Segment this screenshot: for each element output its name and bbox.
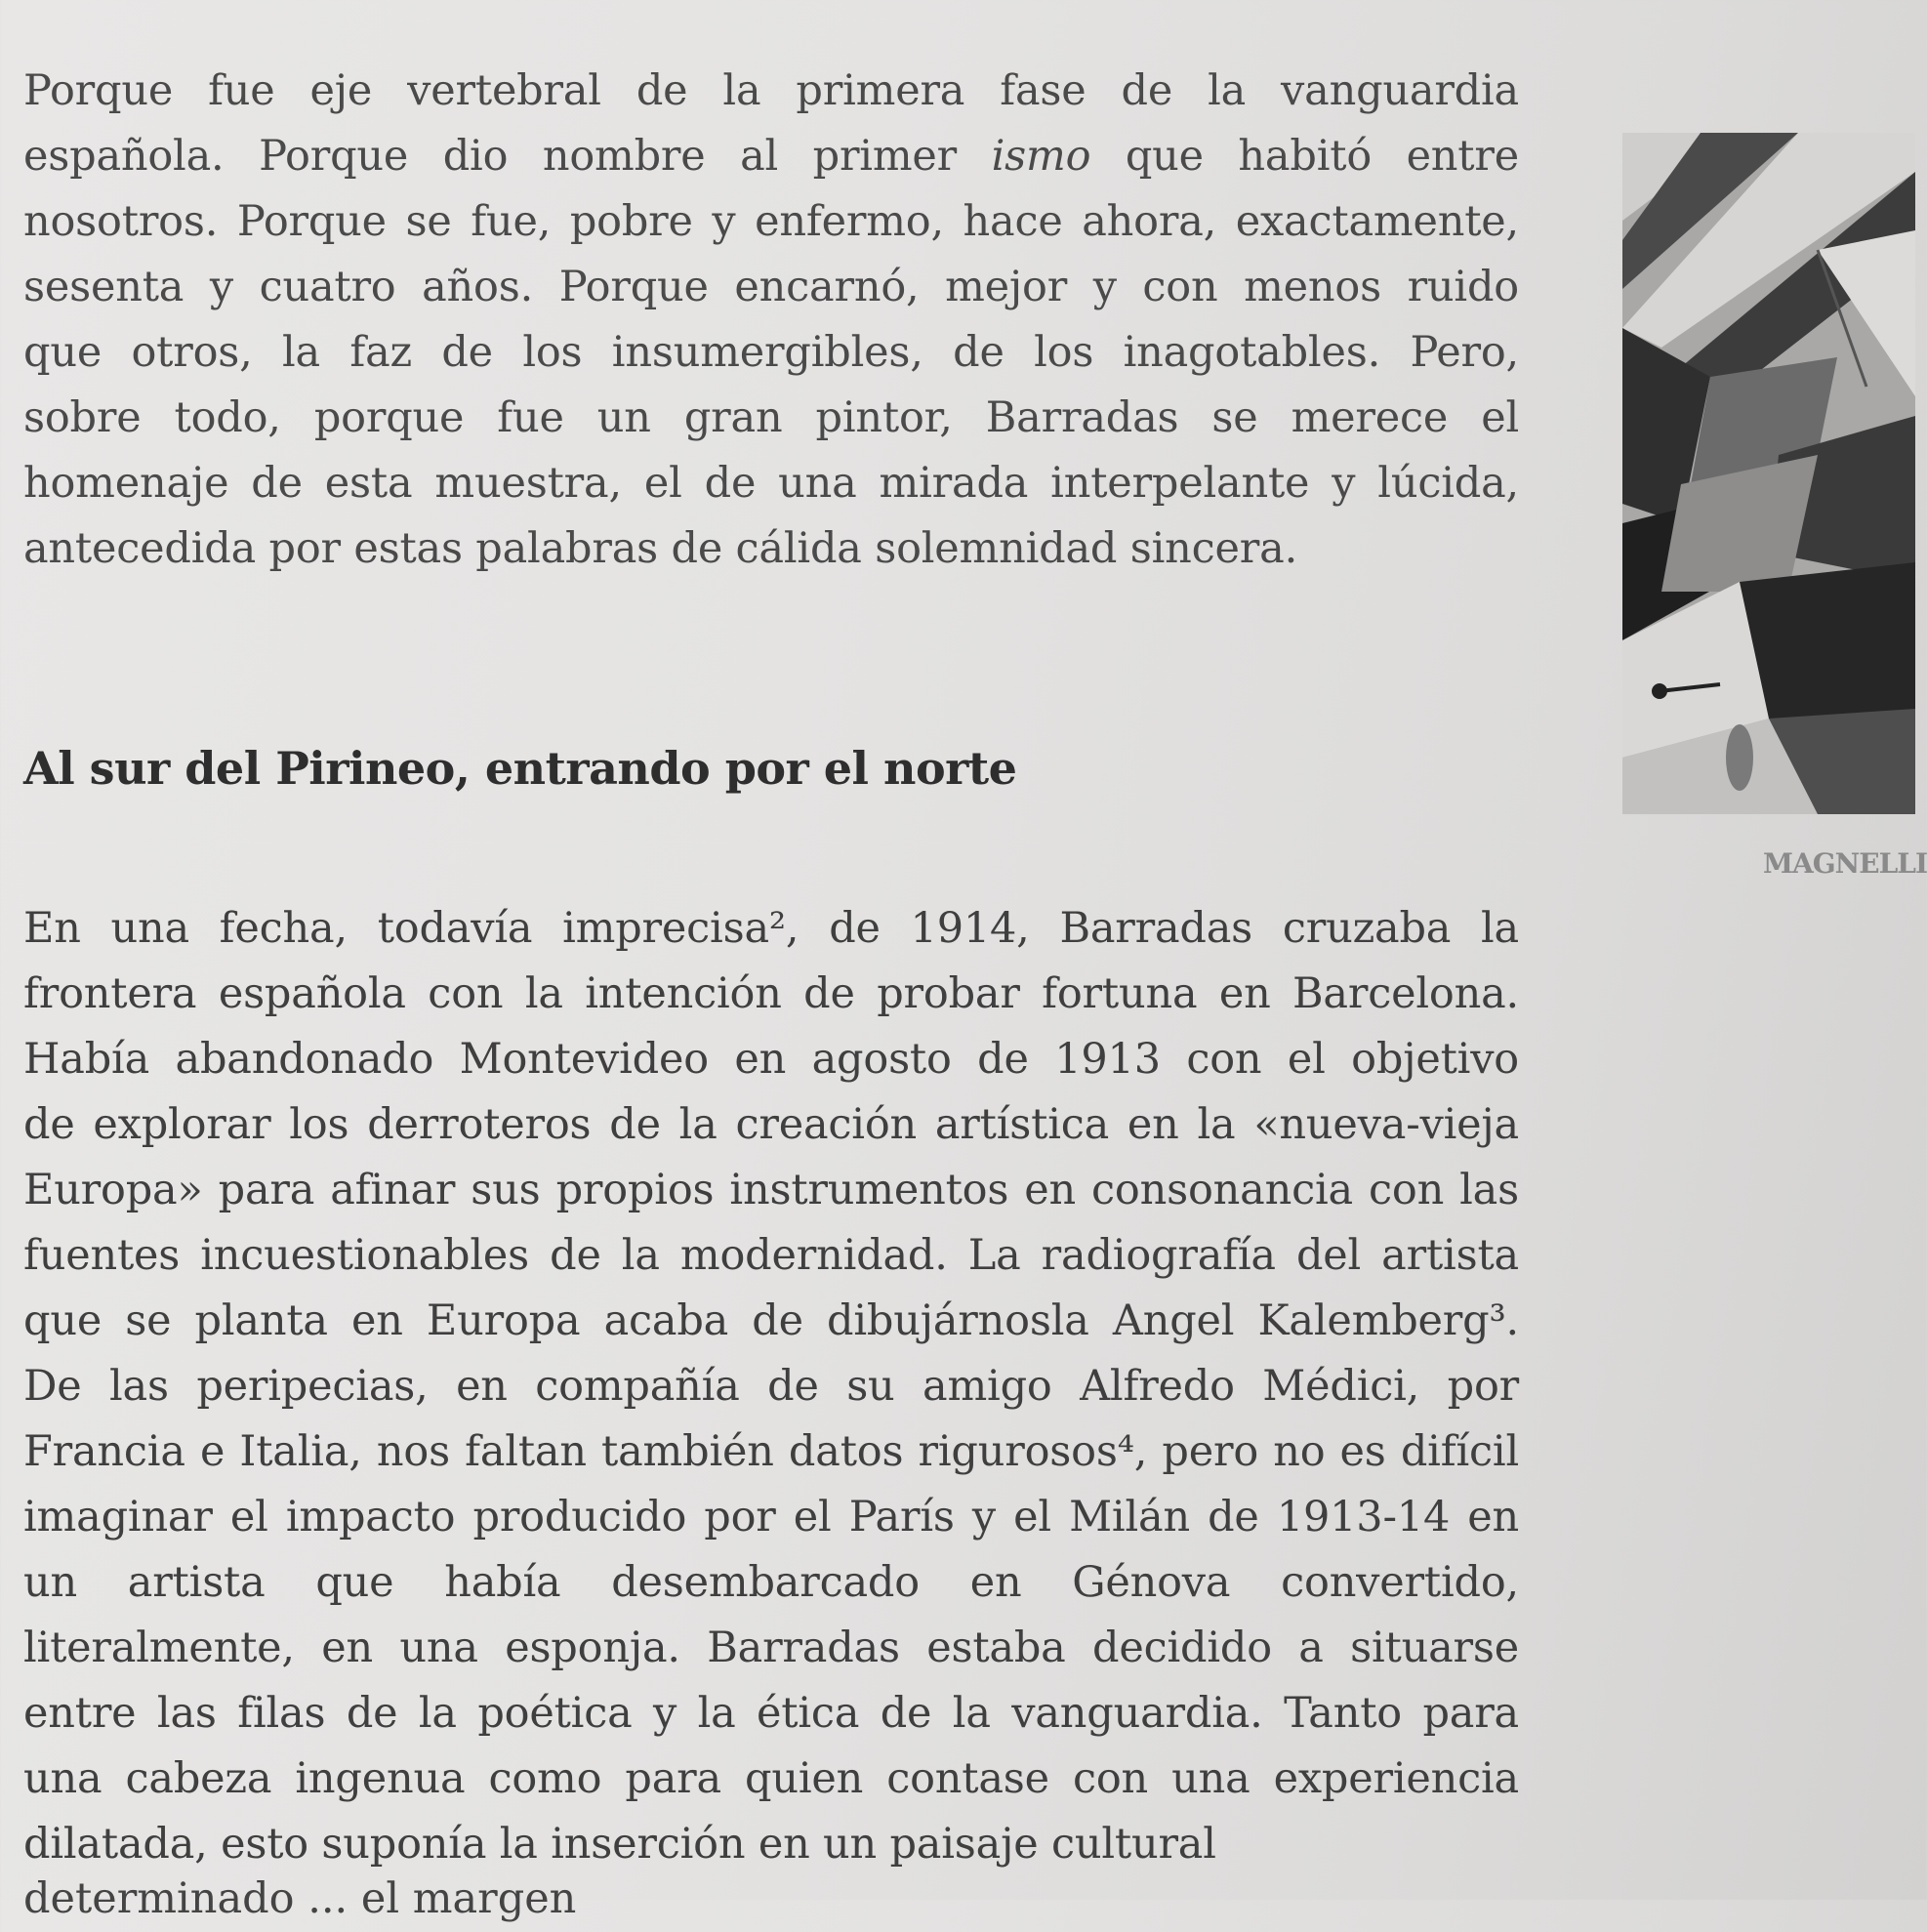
intro-line: homenaje de esta muestra, el de una mirada interpelante y lúcida,	[23, 459, 1519, 508]
body-line: entre las filas de la poética y la ética de la vanguardia. Tanto para	[23, 1689, 1519, 1738]
body-line: Había abandonado Montevideo en agosto de 1913 con el objetivo	[23, 1035, 1519, 1084]
body-line: que se planta en Europa acaba de dibujárnosla Angel Kalemberg³.	[23, 1296, 1519, 1345]
intro-line: sobre todo, porque fue un gran pintor, Barradas se merece el	[23, 393, 1519, 442]
artwork-figure	[1622, 133, 1915, 814]
body-line: una cabeza ingenua como para quien contase con una experiencia	[23, 1754, 1519, 1803]
body-line: imaginar el impacto producido por el París y el Milán de 1913-14 en	[23, 1493, 1519, 1541]
section-heading: Al sur del Pirineo, entrando por el norte	[23, 742, 1017, 795]
body-line: fuentes incuestionables de la modernidad. La radiografía del artista	[23, 1231, 1519, 1280]
intro-column	[23, 59, 1519, 582]
body-line: dilatada, esto suponía la inserción en un paisaje cultural	[23, 1820, 1216, 1869]
intro-line: nosotros. Porque se fue, pobre y enfermo, hace ahora, exactamente,	[23, 197, 1519, 246]
intro-line: que otros, la faz de los insumergibles, de los inagotables. Pero,	[23, 328, 1519, 377]
body-line: Europa» para afinar sus propios instrumentos en consonancia con las	[23, 1166, 1519, 1214]
artwork-image	[1622, 133, 1915, 814]
body-paragraph	[23, 896, 1519, 1877]
cut-off-line: determinado ... el margen	[23, 1874, 577, 1923]
intro-paragraph	[23, 59, 1519, 582]
intro-line: española. Porque dio nombre al primer ismo que habitó entre	[23, 132, 1519, 181]
body-line: de explorar los derroteros de la creación artística en la «nueva-vieja	[23, 1100, 1519, 1149]
body-line: frontera española con la intención de probar fortuna en Barcelona.	[23, 969, 1519, 1018]
body-line: literalmente, en una esponja. Barradas estaba decidido a situarse	[23, 1624, 1519, 1672]
body-line: En una fecha, todavía imprecisa², de 1914, Barradas cruzaba la	[23, 904, 1519, 953]
intro-line: antecedida por estas palabras de cálida solemnidad sincera.	[23, 524, 1298, 573]
body-line: De las peripecias, en compañía de su amigo Alfredo Médici, por	[23, 1362, 1519, 1411]
body-line: un artista que había desembarcado en Génova convertido,	[23, 1558, 1519, 1607]
body-line: Francia e Italia, nos faltan también datos rigurosos⁴, pero no es difícil	[23, 1427, 1519, 1476]
intro-line: Porque fue eje vertebral de la primera fase de la vanguardia	[23, 66, 1519, 115]
intro-line: sesenta y cuatro años. Porque encarnó, mejor y con menos ruido	[23, 263, 1519, 311]
figure-caption: MAGNELLI	[1763, 847, 1927, 880]
